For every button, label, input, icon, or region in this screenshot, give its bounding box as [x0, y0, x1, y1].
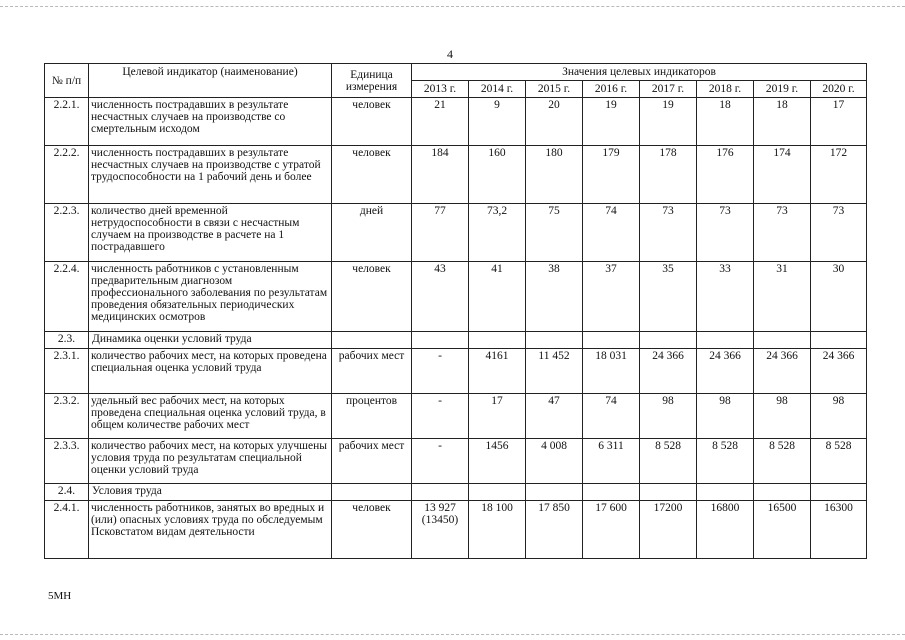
header-num: № п/п — [45, 64, 89, 98]
header-unit: Единица измерения — [332, 64, 412, 98]
row-number: 2.2.4. — [45, 262, 89, 332]
table-body — [45, 98, 867, 559]
indicator-value: 17 — [469, 394, 526, 439]
indicator-unit — [332, 332, 412, 349]
indicator-value: 6 311 — [583, 439, 640, 484]
indicator-value: 179 — [583, 146, 640, 204]
indicator-value — [697, 332, 754, 349]
row-number: 2.2.3. — [45, 204, 89, 262]
header-year: 2014 г. — [469, 81, 526, 98]
indicator-value: 98 — [697, 394, 754, 439]
indicator-value — [526, 332, 583, 349]
indicator-value: 24 366 — [754, 349, 811, 394]
indicator-name: количество рабочих мест, на которых улучшены условия труда по результатам специальной оценки условий труда — [89, 439, 332, 484]
indicator-value: 4161 — [469, 349, 526, 394]
indicator-value: 74 — [583, 204, 640, 262]
indicator-value: 18 — [697, 98, 754, 146]
indicator-value: 20 — [526, 98, 583, 146]
indicator-value: 37 — [583, 262, 640, 332]
indicator-value: 30 — [811, 262, 867, 332]
indicator-name: количество рабочих мест, на которых проведена специальная оценка условий труда — [89, 349, 332, 394]
indicator-value: 172 — [811, 146, 867, 204]
row-number: 2.4. — [45, 484, 89, 501]
indicator-value: 9 — [469, 98, 526, 146]
indicator-unit: дней — [332, 204, 412, 262]
indicator-value: 16300 — [811, 501, 867, 559]
indicator-value: - — [412, 394, 469, 439]
indicator-value: 13 927 (13450) — [412, 501, 469, 559]
indicator-value: 98 — [811, 394, 867, 439]
row-number: 2.2.2. — [45, 146, 89, 204]
indicator-unit: человек — [332, 98, 412, 146]
indicator-value: 18 — [754, 98, 811, 146]
table-row — [45, 146, 867, 204]
indicator-value: 47 — [526, 394, 583, 439]
row-number: 2.3.2. — [45, 394, 89, 439]
table-header — [45, 64, 867, 98]
indicator-value: 24 366 — [811, 349, 867, 394]
row-number: 2.3.1. — [45, 349, 89, 394]
indicator-value: 38 — [526, 262, 583, 332]
indicator-value: 33 — [697, 262, 754, 332]
indicator-value — [697, 484, 754, 501]
indicator-value — [583, 484, 640, 501]
indicator-value: 11 452 — [526, 349, 583, 394]
row-number: 2.3.3. — [45, 439, 89, 484]
row-number: 2.2.1. — [45, 98, 89, 146]
indicator-value — [754, 332, 811, 349]
indicator-value — [811, 332, 867, 349]
indicator-value: 43 — [412, 262, 469, 332]
indicator-value: 19 — [583, 98, 640, 146]
indicator-value: 16500 — [754, 501, 811, 559]
indicator-value: 180 — [526, 146, 583, 204]
indicator-unit: процентов — [332, 394, 412, 439]
indicator-value — [412, 484, 469, 501]
indicator-value — [754, 484, 811, 501]
footer-code: 5МН — [48, 590, 72, 602]
indicator-value: 77 — [412, 204, 469, 262]
section-title: Условия труда — [89, 484, 332, 501]
indicator-value: 21 — [412, 98, 469, 146]
row-number: 2.4.1. — [45, 501, 89, 559]
header-year: 2020 г. — [811, 81, 867, 98]
indicator-value — [640, 332, 697, 349]
indicator-value: 1456 — [469, 439, 526, 484]
indicator-value: 35 — [640, 262, 697, 332]
page-number: 4 — [447, 47, 453, 61]
header-year: 2017 г. — [640, 81, 697, 98]
indicator-value: 17 — [811, 98, 867, 146]
header-year: 2018 г. — [697, 81, 754, 98]
indicator-value: 8 528 — [697, 439, 754, 484]
table-row — [45, 98, 867, 146]
indicator-value: 18 031 — [583, 349, 640, 394]
indicator-name: численность пострадавших в результате несчастных случаев на производстве со смертельным исходом — [89, 98, 332, 146]
indicator-value — [583, 332, 640, 349]
indicator-name: удельный вес рабочих мест, на которых проведена специальная оценка условий труда, в общем количестве рабочих мест — [89, 394, 332, 439]
indicator-value: - — [412, 439, 469, 484]
table-row — [45, 439, 867, 484]
indicator-value: 73 — [754, 204, 811, 262]
header-name: Целевой индикатор (наименование) — [89, 64, 332, 98]
indicator-value: 17200 — [640, 501, 697, 559]
indicator-value — [526, 484, 583, 501]
indicator-value — [811, 484, 867, 501]
table-row — [45, 204, 867, 262]
indicator-value: 73 — [697, 204, 754, 262]
indicator-value: 74 — [583, 394, 640, 439]
indicator-unit: человек — [332, 146, 412, 204]
indicator-value: 8 528 — [754, 439, 811, 484]
indicator-value: 17 850 — [526, 501, 583, 559]
indicator-value — [412, 332, 469, 349]
indicator-value: 41 — [469, 262, 526, 332]
indicator-value — [469, 332, 526, 349]
indicator-unit — [332, 484, 412, 501]
indicator-value: 18 100 — [469, 501, 526, 559]
bottom-scan-border — [0, 634, 905, 635]
indicator-value: 17 600 — [583, 501, 640, 559]
indicator-value: 8 528 — [811, 439, 867, 484]
indicator-name: количество дней временной нетрудоспособности в связи с несчастным случаем на производстве в расчете на 1 пострадавшего — [89, 204, 332, 262]
indicator-value: 24 366 — [640, 349, 697, 394]
table-row — [45, 349, 867, 394]
table-row — [45, 394, 867, 439]
table-row — [45, 501, 867, 559]
indicator-name: численность работников, занятых во вредных и (или) опасных условиях труда по обследуемым Псковстатом видам деятельности — [89, 501, 332, 559]
header-year: 2013 г. — [412, 81, 469, 98]
indicator-value: 75 — [526, 204, 583, 262]
indicator-unit: рабочих мест — [332, 439, 412, 484]
indicator-name: численность пострадавших в результате несчастных случаев на производстве с утратой трудоспособности на 1 рабочий день и более — [89, 146, 332, 204]
indicator-value: 4 008 — [526, 439, 583, 484]
indicator-value: 8 528 — [640, 439, 697, 484]
indicator-value: 98 — [754, 394, 811, 439]
indicator-value — [640, 484, 697, 501]
indicator-unit: человек — [332, 501, 412, 559]
table-row — [45, 262, 867, 332]
indicator-value: 174 — [754, 146, 811, 204]
indicators-table — [44, 63, 867, 559]
header-values: Значения целевых индикаторов — [412, 64, 867, 81]
indicator-value: - — [412, 349, 469, 394]
section-row — [45, 332, 867, 349]
indicator-value: 31 — [754, 262, 811, 332]
indicator-value: 24 366 — [697, 349, 754, 394]
indicator-value: 176 — [697, 146, 754, 204]
indicator-unit: рабочих мест — [332, 349, 412, 394]
indicator-unit: человек — [332, 262, 412, 332]
section-title: Динамика оценки условий труда — [89, 332, 332, 349]
header-year: 2015 г. — [526, 81, 583, 98]
indicator-value: 73 — [811, 204, 867, 262]
indicator-value: 73 — [640, 204, 697, 262]
indicator-value: 19 — [640, 98, 697, 146]
indicator-name: численность работников с установленным предварительным диагнозом профессионального заболевания по результатам проведения обязательных периодических медицинских осмотров — [89, 262, 332, 332]
row-number: 2.3. — [45, 332, 89, 349]
indicator-value: 184 — [412, 146, 469, 204]
indicator-value: 98 — [640, 394, 697, 439]
header-year: 2016 г. — [583, 81, 640, 98]
indicator-value — [469, 484, 526, 501]
indicator-value: 178 — [640, 146, 697, 204]
top-scan-border — [0, 6, 905, 7]
section-row — [45, 484, 867, 501]
header-year: 2019 г. — [754, 81, 811, 98]
indicator-value: 160 — [469, 146, 526, 204]
indicator-value: 16800 — [697, 501, 754, 559]
indicator-value: 73,2 — [469, 204, 526, 262]
